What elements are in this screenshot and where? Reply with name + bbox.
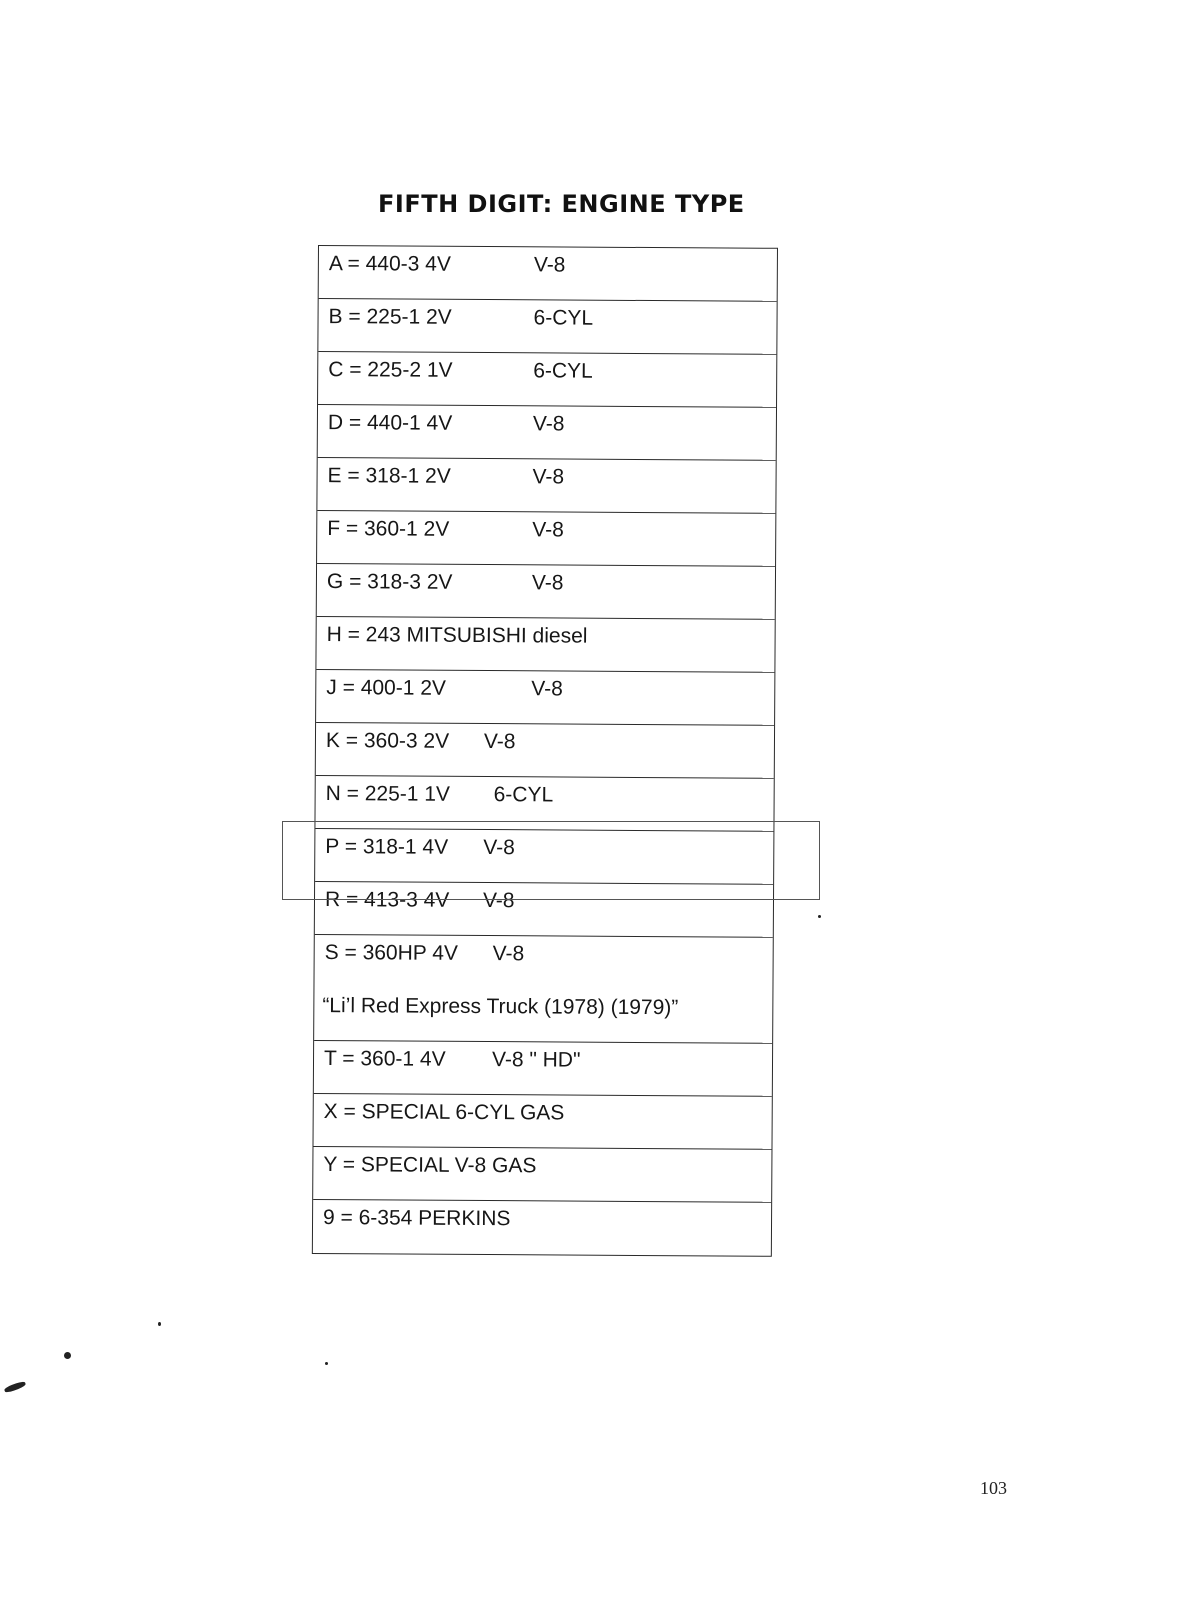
engine-spec: V-8 <box>532 518 564 542</box>
scan-speck <box>4 1380 27 1393</box>
table-row <box>314 1041 772 1097</box>
engine-type-table <box>312 245 778 1257</box>
engine-spec: V-8 <box>483 836 515 860</box>
engine-spec: V-8 <box>531 571 564 595</box>
engine-code: H = 243 MITSUBISHI diesel <box>326 623 588 648</box>
engine-note: “Li’l Red Express Truck (1978) (1979)” <box>322 994 679 1020</box>
engine-spec: V-8 <box>492 942 525 966</box>
table-row <box>317 511 775 567</box>
scan-speck <box>64 1352 71 1359</box>
scan-speck <box>818 915 821 918</box>
table-row <box>313 1147 771 1203</box>
engine-spec: V-8 " HD" <box>491 1048 581 1072</box>
engine-code: X = SPECIAL 6-CYL GAS <box>323 1100 565 1125</box>
engine-code: A = 440-3 4V <box>328 252 451 276</box>
engine-code: E = 318-1 2V <box>327 464 451 488</box>
table-row <box>317 458 775 514</box>
engine-spec: V-8 <box>533 253 566 277</box>
engine-code: C = 225-2 1V <box>328 358 453 382</box>
table-row <box>313 1200 771 1256</box>
engine-code: J = 400-1 2V <box>326 676 447 700</box>
table-row <box>313 1094 771 1150</box>
engine-code: N = 225-1 1V <box>325 782 451 806</box>
scan-speck <box>158 1322 161 1326</box>
table-row <box>318 405 776 461</box>
engine-code: F = 360-1 2V <box>327 517 450 541</box>
engine-code: 9 = 6-354 PERKINS <box>322 1206 511 1231</box>
engine-spec: V-8 <box>532 465 565 489</box>
engine-code: G = 318-3 2V <box>326 570 453 594</box>
engine-code: D = 440-1 4V <box>327 411 453 435</box>
engine-spec: 6-CYL <box>493 783 554 807</box>
table-row <box>318 352 776 408</box>
engine-code: S = 360HP 4V <box>324 941 459 965</box>
engine-spec: V-8 <box>482 889 515 913</box>
engine-code: R = 413-3 4V <box>324 888 450 912</box>
highlight-box <box>282 821 820 900</box>
table-row <box>316 617 774 673</box>
table-row <box>316 723 774 779</box>
page-title: FIFTH DIGIT: ENGINE TYPE <box>378 190 745 218</box>
table-row <box>316 670 774 726</box>
engine-spec: 6-CYL <box>533 306 594 330</box>
table-row <box>319 246 777 302</box>
engine-code: Y = SPECIAL V-8 GAS <box>323 1153 537 1178</box>
engine-spec: V-8 <box>483 730 516 754</box>
engine-code: K = 360-3 2V <box>325 729 450 753</box>
engine-spec: V-8 <box>532 412 565 436</box>
engine-code: P = 318-1 4V <box>325 835 449 859</box>
engine-spec: V-8 <box>531 677 563 701</box>
engine-spec: 6-CYL <box>533 359 593 383</box>
engine-code: T = 360-1 4V <box>323 1047 446 1071</box>
table-row <box>314 935 773 1044</box>
scan-speck <box>325 1362 328 1365</box>
page-number: 103 <box>980 1478 1007 1498</box>
table-row <box>318 299 776 355</box>
engine-code: B = 225-1 2V <box>328 305 452 329</box>
table-row <box>317 564 775 620</box>
